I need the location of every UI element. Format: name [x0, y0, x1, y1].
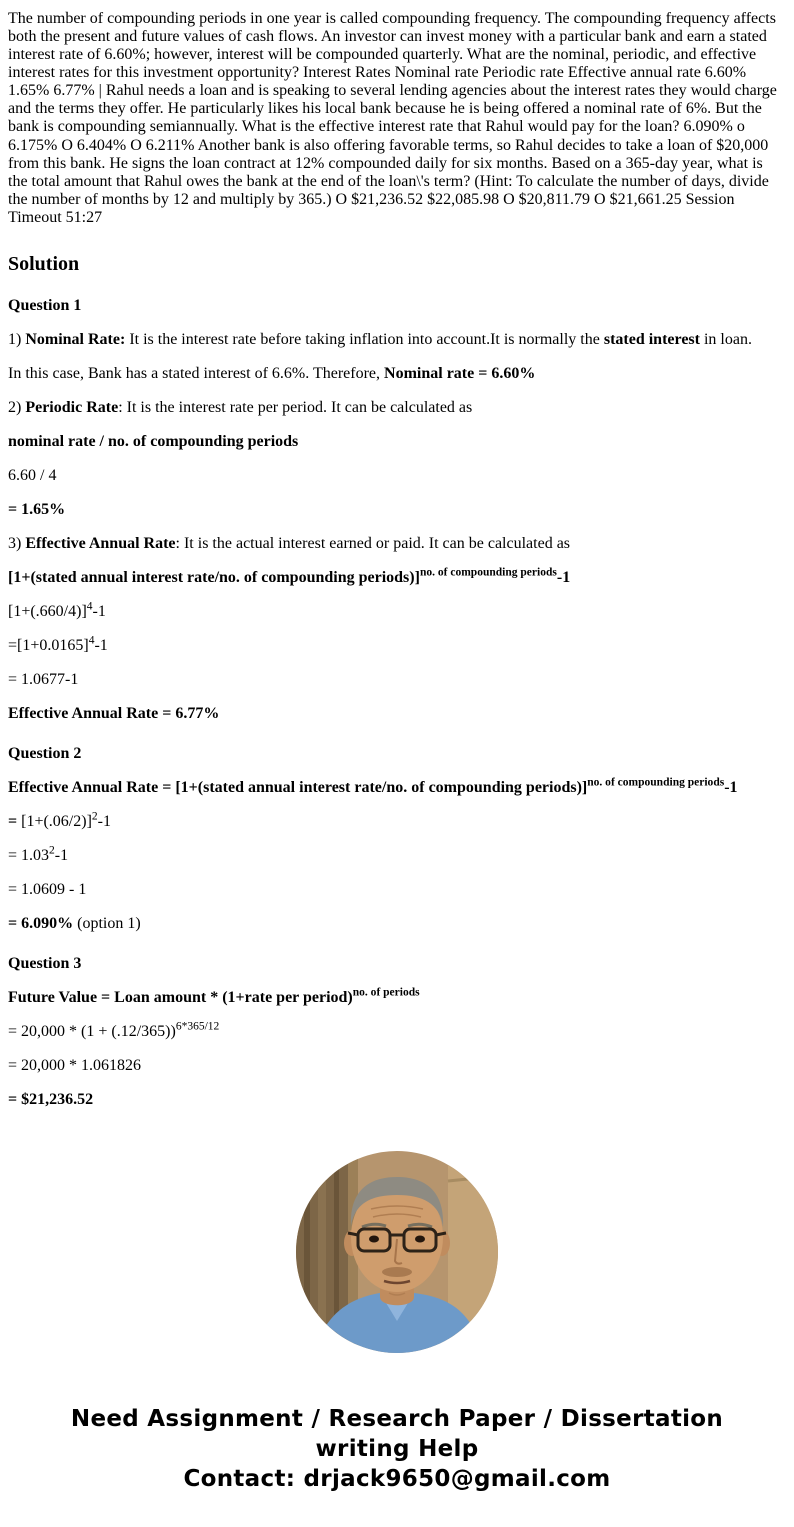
- effective-rate-calc-2: [8, 634, 786, 655]
- nominal-rate-value: Nominal rate = 6.60%: [384, 364, 536, 382]
- formula-base: [1+(stated annual interest rate/no. of compounding periods)]: [8, 569, 420, 587]
- q2-result-note: (option 1): [73, 915, 141, 933]
- text-run: 2): [8, 398, 26, 416]
- question-2-heading: Question 2: [8, 745, 82, 763]
- footer-contact-email: Contact: drjack9650@gmail.com: [183, 1466, 611, 1493]
- text-run: 3): [8, 535, 26, 552]
- formula-tail: -1: [556, 569, 571, 587]
- q3-result: = $21,236.52: [8, 1091, 94, 1109]
- equals-sign: =: [8, 813, 18, 831]
- formula-base: = 1.03: [8, 847, 50, 865]
- text-run-bold: Nominal Rate:: [25, 330, 126, 348]
- formula-base: Future Value = Loan amount * (1+rate per period): [8, 989, 353, 1007]
- solution-heading: Solution: [8, 252, 80, 275]
- exponent: no. of compounding periods: [419, 566, 557, 579]
- exponent: 6*365/12: [175, 1020, 220, 1033]
- formula-tail: -1: [724, 779, 738, 797]
- text-run: It is the interest rate before taking inflation into account.It is normally the: [125, 330, 604, 348]
- text-run-bold: Effective Annual Rate: [25, 535, 176, 552]
- exponent: 2: [91, 810, 98, 823]
- text-run: : It is the actual interest earned or paid. It can be calculated as: [175, 535, 571, 552]
- exponent: no. of periods: [352, 986, 420, 999]
- formula-tail: -1: [97, 813, 111, 831]
- text-run-bold: stated interest: [603, 330, 700, 348]
- periodic-rate-result: = 1.65%: [8, 500, 66, 518]
- formula-base: =[1+0.0165]: [8, 637, 89, 655]
- q3-calc-1: [8, 1020, 786, 1041]
- q2-result-value: = 6.090%: [8, 915, 74, 933]
- question-1-heading: Question 1: [8, 296, 82, 314]
- text-run-bold: Periodic Rate: [25, 398, 119, 416]
- footer-help-text: Need Assignment / Research Paper / Dissertation writing Help: [70, 1406, 724, 1463]
- q2-calc-1: [8, 810, 786, 831]
- q3-formula: [8, 986, 786, 1007]
- effective-rate-result: Effective Annual Rate = 6.77%: [8, 705, 220, 723]
- question-text: The number of compounding periods in one year is called compounding frequency. The compounding frequency affects both the present and future values of cash flows. An investor can invest money with a particular bank and earn a stated interest rate of 6.60%; however, interest will be compounded quarterly. What are the nominal, periodic, and effective interest rates for this investment opportunity? Interest Rates Nominal rate Periodic rate Effective annual rate 6.60% 1.65% 6.77% | Rahul needs a loan and is speaking to several lending agencies about the interest rates they would charge and the terms they offer. He particularly likes his local bank because he is being offered a nominal rate of 6%. But the bank is compounding semiannually. What is the effective interest rate that Rahul would pay for the loan? 6.090% o 6.175% O 6.404% O 6.211% Another bank is also offering favorable terms, so Rahul decides to take a loan of $20,000 from this bank. He signs the loan contract at 12% compounded daily for six months. Based on a 365-day year, what is the total amount that Rahul owes the bank at the end of the loan\'s term? (Hint: To calculate the number of days, divide the number of months by 12 and multiply by 365.) O $21,236.52 $22,085.98 O $20,811.79 O $21,661.25 Session Timeout 51:27: [8, 10, 777, 226]
- effective-rate-definition: [8, 535, 786, 553]
- nominal-rate-definition: [8, 331, 786, 349]
- periodic-rate-formula: nominal rate / no. of compounding periods: [8, 432, 299, 450]
- formula-base: [1+(.660/4)]: [8, 603, 87, 621]
- effective-rate-calc-1: [8, 600, 786, 621]
- effective-rate-formula: [8, 566, 786, 587]
- formula-tail: -1: [54, 847, 69, 865]
- q3-calc-2: = 20,000 * 1.061826: [8, 1057, 142, 1075]
- effective-rate-calc-3: = 1.0677-1: [8, 671, 79, 689]
- formula-base: [1+(.06/2)]: [17, 813, 92, 831]
- formula-tail: -1: [92, 603, 106, 621]
- exponent: 4: [86, 600, 93, 613]
- text-run: In this case, Bank has a stated interest of 6.6%. Therefore,: [8, 364, 385, 382]
- tutor-photo-illustration: [296, 1151, 498, 1353]
- q2-calc-2: [8, 844, 786, 865]
- formula-base: Effective Annual Rate = [1+(stated annual interest rate/no. of compounding periods)]: [8, 779, 588, 797]
- formula-base: = 20,000 * (1 + (.12/365)): [8, 1023, 176, 1041]
- text-run: 1): [8, 330, 26, 348]
- formula-tail: -1: [94, 637, 108, 655]
- question-3-heading: Question 3: [8, 955, 82, 973]
- nominal-rate-statement: [8, 365, 786, 383]
- periodic-rate-calculation: 6.60 / 4: [8, 466, 57, 484]
- exponent: 4: [88, 634, 95, 647]
- q2-formula: [8, 776, 786, 797]
- exponent: 2: [49, 844, 55, 857]
- q2-calc-3: = 1.0609 - 1: [8, 881, 87, 899]
- text-run: in loan.: [699, 330, 752, 348]
- periodic-rate-definition: [8, 399, 786, 417]
- exponent: no. of compounding periods: [587, 776, 725, 789]
- footer-banner: [32, 1405, 762, 1495]
- tutor-photo: [296, 1151, 498, 1353]
- q2-result: [8, 915, 786, 933]
- text-run: : It is the interest rate per period. It can be calculated as: [118, 398, 473, 416]
